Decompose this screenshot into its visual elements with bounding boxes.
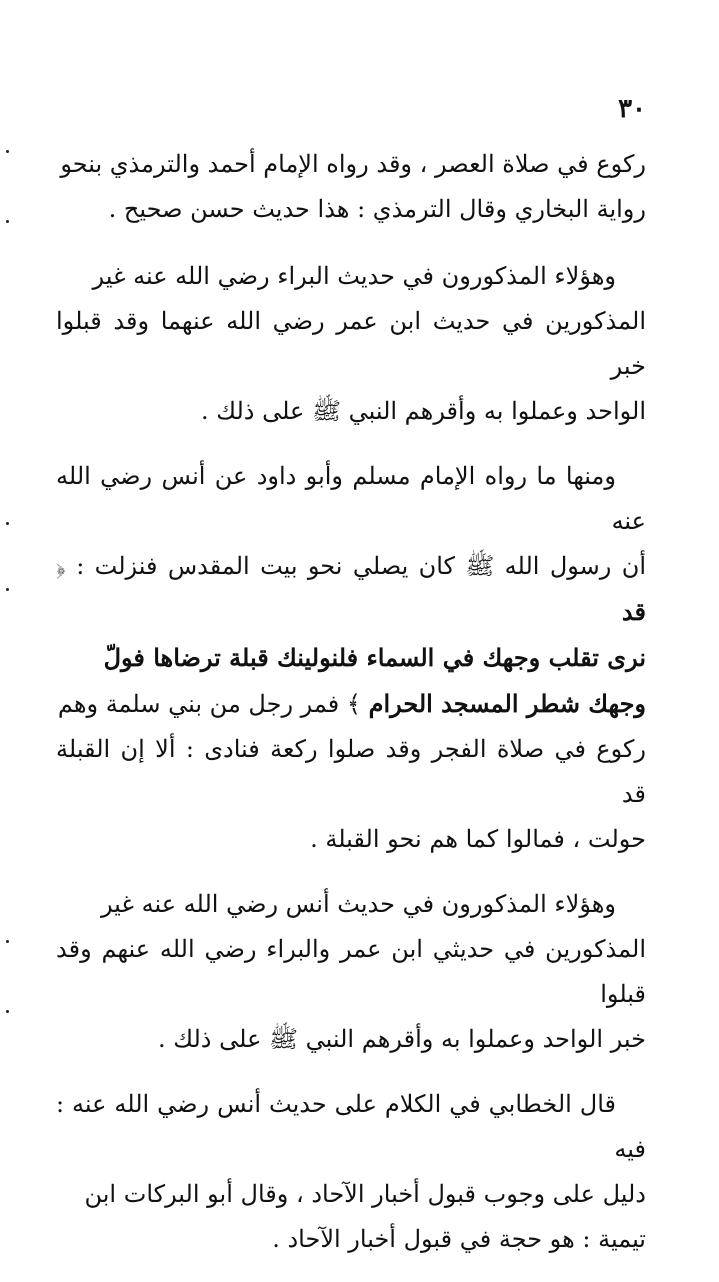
text-body: [56, 142, 646, 1282]
paragraph-line: رواية البخاري وقال الترمذي : هذا حديث حسن صحيح .: [108, 195, 646, 223]
paragraph-line: أن رسول الله ﷺ كان يصلي نحو بيت المقدس فنزلت : ﴿: [56, 552, 646, 580]
paragraph-line: دليل على وجوب قبول أخبار الآحاد ، وقال أبو البركات ابن: [84, 1180, 646, 1208]
margin-dot: [6, 150, 9, 153]
margin-dot: [6, 1010, 9, 1013]
paragraph-line: وهؤلاء المذكورون في حديث أنس رضي الله عنه غير: [100, 890, 616, 918]
paragraph-line: وهؤلاء المذكورون في حديث البراء رضي الله عنه غير: [92, 262, 616, 290]
margin-dot: [6, 588, 9, 591]
paragraph-5: [56, 1082, 646, 1262]
paragraph-line: المذكورين في حديثي ابن عمر والبراء رضي الله عنهم وقد قبلوا: [56, 935, 646, 1008]
margin-dot: [6, 522, 9, 525]
paragraph-line: خبر الواحد وعملوا به وأقرهم النبي ﷺ على ذلك .: [158, 1025, 646, 1053]
quran-verse-part: قد: [621, 597, 646, 626]
quran-verse-part: وجهك شطر المسجد الحرام: [368, 689, 646, 718]
paragraph-line: تيمية : هو حجة في قبول أخبار الآحاد .: [272, 1225, 646, 1253]
quran-verse-part: نرى تقلب وجهك في السماء فلنولينك قبلة ترضاها فولّ: [103, 643, 646, 672]
margin-dot: [6, 220, 9, 223]
paragraph-line: المذكورين في حديث ابن عمر رضي الله عنهما وقد قبلوا خبر: [56, 307, 646, 380]
paragraph-line: الواحد وعملوا به وأقرهم النبي ﷺ على ذلك .: [200, 397, 646, 425]
paragraph-3: [56, 454, 646, 862]
paragraph-line: قال الخطابي في الكلام على حديث أنس رضي الله عنه : فيه: [56, 1090, 646, 1163]
paragraph-line: ركوع في صلاة العصر ، وقد رواه الإمام أحمد والترمذي بنحو: [60, 150, 646, 178]
paragraph-line: حولت ، فمالوا كما هم نحو القبلة .: [310, 825, 646, 853]
paragraph-1: [56, 142, 646, 232]
paragraph-line: ﴾ فمر رجل من بني سلمة وهم: [57, 690, 369, 718]
page-number: ٣٠: [618, 94, 646, 124]
paragraph-2: [56, 254, 646, 434]
paragraph-line: ومنها ما رواه الإمام مسلم وأبو داود عن أنس رضي الله عنه: [56, 462, 646, 535]
margin-dot: [6, 940, 9, 943]
paragraph-line: ركوع في صلاة الفجر وقد صلوا ركعة فنادى : ألا إن القبلة قد: [56, 735, 646, 808]
paragraph-4: [56, 882, 646, 1062]
